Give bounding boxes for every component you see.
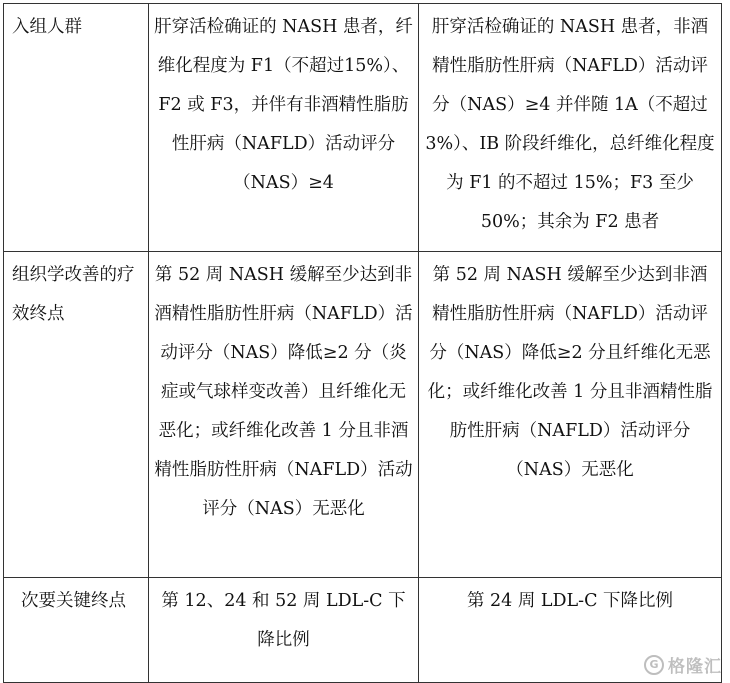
table-cell bbox=[419, 4, 722, 252]
table-cell bbox=[149, 252, 419, 578]
table-row bbox=[4, 578, 722, 683]
table-row bbox=[4, 252, 722, 578]
cell-text: 第 12、24 和 52 周 LDL-C 下降比例 bbox=[161, 591, 406, 650]
cell-text: 第 24 周 LDL-C 下降比例 bbox=[466, 591, 674, 611]
row-label-cell bbox=[4, 4, 149, 252]
row-label: 次要关键终点 bbox=[21, 591, 126, 611]
table-cell bbox=[149, 578, 419, 683]
cell-text: 肝穿活检确证的 NASH 患者，非酒精性脂肪性肝病（NAFLD）活动评分（NAS）≥4 并伴随 1A（不超过 3%）、IB 阶段纤维化，总纤维化程度为 F1 的不超过 15%；F3 至少 50%；其余为 F2 患者 bbox=[425, 17, 715, 232]
cell-text: 第 52 周 NASH 缓解至少达到非酒精性脂肪性肝病（NAFLD）活动评分（NAS）降低≥2 分（炎症或气球样变改善）且纤维化无恶化；或纤维化改善 1 分且非酒精性脂肪性肝病（NAFLD）活动评分（NAS）无恶化 bbox=[154, 265, 413, 519]
watermark bbox=[644, 652, 722, 677]
watermark-logo-icon: G bbox=[644, 655, 664, 675]
table-cell bbox=[149, 4, 419, 252]
row-label-cell bbox=[4, 252, 149, 578]
cell-text: 第 52 周 NASH 缓解至少达到非酒精性脂肪性肝病（NAFLD）活动评分（NAS）降低≥2 分且纤维化无恶化；或纤维化改善 1 分且非酒精性脂肪性肝病（NAFLD）活动评分（NAS）无恶化 bbox=[427, 265, 713, 480]
table-row bbox=[4, 4, 722, 252]
cell-text: 肝穿活检确证的 NASH 患者，纤维化程度为 F1（不超过15%）、F2 或 F3，并伴有非酒精性脂肪性肝病（NAFLD）活动评分（NAS）≥4 bbox=[154, 17, 413, 193]
row-label-cell bbox=[4, 578, 149, 683]
table-cell bbox=[419, 252, 722, 578]
row-label: 入组人群 bbox=[12, 17, 82, 37]
comparison-table bbox=[3, 3, 722, 683]
watermark-text: 格隆汇 bbox=[668, 657, 722, 677]
row-label: 组织学改善的疗效终点 bbox=[12, 265, 135, 324]
